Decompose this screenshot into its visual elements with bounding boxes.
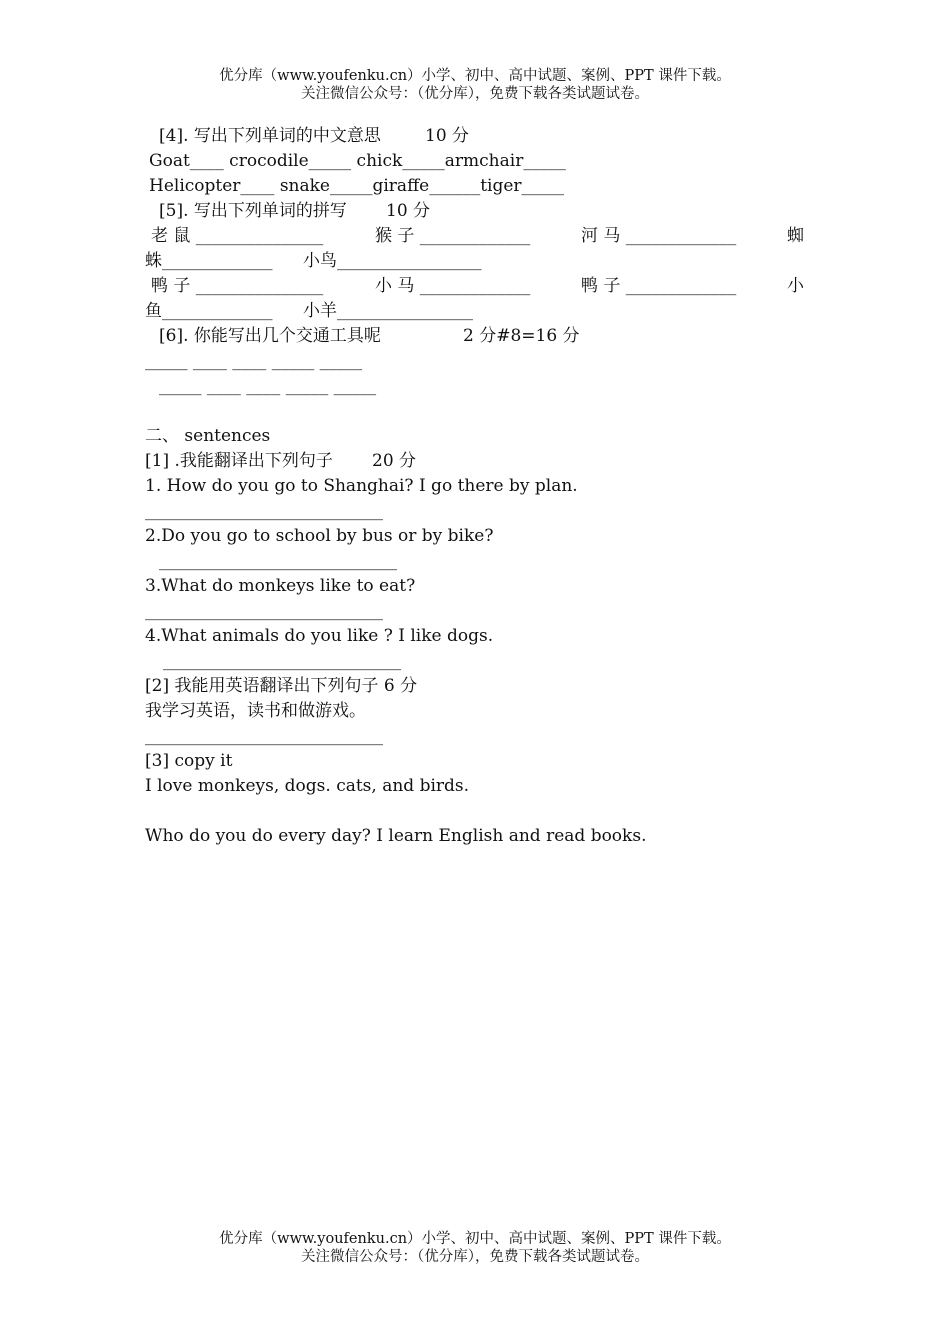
q4-row-1 [145,149,810,174]
question-text: 4.What animals do you like ? I like dogs. [145,626,494,646]
q5-item: 鱼_____________ [145,301,273,321]
s2-part1-title-line [145,449,810,474]
answer-line: ____________________________ [159,551,397,571]
answer-line-4 [145,649,810,674]
answer-line: ____________________________ [163,651,401,671]
answer-line-5 [145,724,810,749]
q4-row-2 [145,174,810,199]
copy-text: I love monkeys, dogs. cats, and birds. [145,776,470,796]
s2-part3-title-line [145,749,810,774]
answer-line: ____________________________ [145,601,383,621]
answer-line-3 [145,599,810,624]
q4-title: [4]. 写出下列单词的中文意思 [159,126,381,146]
answer-line: ____________________________ [145,726,383,746]
q6-blank-row-2 [145,374,810,399]
copy-sentence-2 [145,824,810,849]
page-footer [0,1230,950,1266]
copy-text: Who do you do every day? I learn English and read books. [145,826,647,846]
q5-item: 小鸟_________________ [303,251,482,271]
q5-item: 蜘 [787,226,804,246]
answer-line-1 [145,499,810,524]
q5-item: 蛛_____________ [145,251,273,271]
sentence-1 [145,474,810,499]
q6-title: [6]. 你能写出几个交通工具呢 [159,326,381,346]
q5-item: 小羊________________ [303,301,473,321]
q4-points: 10 分 [425,126,470,146]
answer-line: ____________________________ [145,501,383,521]
q5-item: 鸭 子 _____________ [581,276,737,296]
q5-item: 小 马 _____________ [375,276,531,296]
q4-words-1: Goat____ crocodile_____ chick_____armchair_____ [149,151,566,171]
part2-title: [2] 我能用英语翻译出下列句子 6 分 [145,676,418,696]
part1-points: 20 分 [372,451,417,471]
q5-title-line [145,199,810,224]
q5-item: 鸭 子 _______________ [151,276,324,296]
q5-row-1b [145,249,810,274]
q4-title-line [145,124,810,149]
q5-item: 小 [787,276,804,296]
q5-points: 10 分 [386,201,431,221]
q6-points: 2 分#8=16 分 [463,326,580,346]
s2-part2-title-line [145,674,810,699]
q6-title-line [145,324,810,349]
q5-row-2b [145,299,810,324]
answer-blanks: _____ ____ ____ _____ _____ [145,351,363,371]
footer-line-2: 关注微信公众号：（优分库），免费下载各类试题试卷。 [301,1249,649,1265]
footer-line-1: 优分库（www.youfenku.cn）小学、初中、高中试题、案例、PPT 课件下载。 [219,1231,731,1247]
header-line-1: 优分库（www.youfenku.cn）小学、初中、高中试题、案例、PPT 课件下载。 [219,68,731,84]
part1-title: [1] .我能翻译出下列句子 [145,451,333,471]
answer-blanks: _____ ____ ____ _____ _____ [159,376,377,396]
q4-words-2: Helicopter____ snake_____giraffe______tiger_____ [149,176,565,196]
answer-line-2 [145,549,810,574]
worksheet-content [145,124,810,849]
part3-title: [3] copy it [145,751,233,771]
question-text: 2.Do you go to school by bus or by bike? [145,526,494,546]
sentence-3 [145,574,810,599]
sentence-2 [145,524,810,549]
q5-title: [5]. 写出下列单词的拼写 [159,201,347,221]
part2-sentence: 我学习英语，读书和做游戏。 [145,701,366,721]
s2-part2-sentence-line [145,699,810,724]
q5-item: 猴 子 _____________ [375,226,531,246]
question-text: 1. How do you go to Shanghai? I go there by plan. [145,476,578,496]
q5-item: 老 鼠 _______________ [151,226,324,246]
section-heading: 二、 sentences [145,426,271,446]
copy-sentence-1 [145,774,810,799]
q5-item: 河 马 _____________ [581,226,737,246]
page-header [0,67,950,103]
sentence-4 [145,624,810,649]
q6-blank-row-1 [145,349,810,374]
header-line-2: 关注微信公众号：（优分库），免费下载各类试题试卷。 [301,86,649,102]
question-text: 3.What do monkeys like to eat? [145,576,416,596]
section-2-heading [145,424,810,449]
q5-row-1 [145,224,810,249]
q5-row-2 [145,274,810,299]
